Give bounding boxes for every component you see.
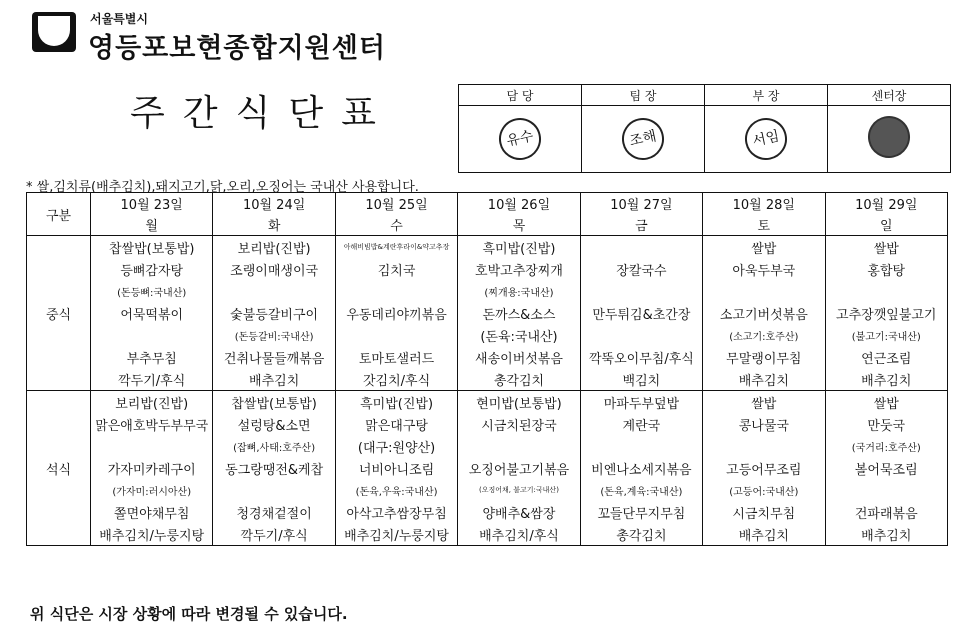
menu-cell: 갓김치/후식 <box>335 368 457 391</box>
date-header: 10월 23일 <box>91 193 213 215</box>
menu-cell: (돈육,우육:국내산) <box>335 479 457 501</box>
menu-cell: 토마토샐러드 <box>335 346 457 368</box>
seal-stamp-icon: 서임 <box>741 114 791 164</box>
menu-cell: 배추김치/누룽지탕 <box>335 523 457 546</box>
menu-cell: 백김치 <box>580 368 702 391</box>
meal-label: 중식 <box>27 236 91 391</box>
menu-cell: 너비아니조림 <box>335 457 457 479</box>
weekday-header: 화 <box>213 214 335 236</box>
menu-row <box>27 280 948 302</box>
menu-cell: 시금치된장국 <box>458 413 580 435</box>
menu-cell: 가자미카레구이 <box>91 457 213 479</box>
menu-row <box>27 457 948 479</box>
menu-cell: 찹쌀밥(보통밥) <box>91 236 213 259</box>
menu-cell <box>213 280 335 302</box>
page-title: 주간식단표 <box>130 93 394 134</box>
menu-cell: 건파래볶음 <box>825 501 947 523</box>
menu-cell <box>703 280 825 302</box>
menu-cell <box>91 435 213 457</box>
menu-cell: 아해비빔밥&계란후라이&약고추장 <box>335 236 457 259</box>
menu-cell: 연근조림 <box>825 346 947 368</box>
menu-cell: 꼬들단무지무침 <box>580 501 702 523</box>
menu-cell: 찹쌀밥(보통밥) <box>213 391 335 414</box>
menu-cell: 계란국 <box>580 413 702 435</box>
org-subtitle: 서울특별시 <box>90 12 148 26</box>
menu-cell: 배추김치/누룽지탕 <box>91 523 213 546</box>
menu-cell: 부추무침 <box>91 346 213 368</box>
menu-row <box>27 302 948 324</box>
origin-note: * 쌀,김치류(배추김치),돼지고기,닭,오리,오징어는 국내산 사용합니다. <box>26 180 419 195</box>
menu-row <box>27 391 948 414</box>
menu-cell: 아삭고추쌈장무침 <box>335 501 457 523</box>
menu-cell: 만둣국 <box>825 413 947 435</box>
menu-row <box>27 236 948 259</box>
approval-signature <box>705 106 828 173</box>
approval-label: 팀 장 <box>582 85 705 106</box>
weekly-menu-table <box>26 192 948 546</box>
menu-cell: 장칼국수 <box>580 258 702 280</box>
menu-cell: 맑은대구탕 <box>335 413 457 435</box>
menu-cell: 돈까스&소스 <box>458 302 580 324</box>
menu-cell: 배추김치 <box>703 368 825 391</box>
menu-row <box>27 324 948 346</box>
menu-cell: (불고기:국내산) <box>825 324 947 346</box>
menu-cell: 비엔나소세지볶음 <box>580 457 702 479</box>
weekday-header: 금 <box>580 214 702 236</box>
approval-label: 담 당 <box>459 85 582 106</box>
menu-cell: 쫄면야채무침 <box>91 501 213 523</box>
menu-cell: (대구:원양산) <box>335 435 457 457</box>
menu-cell <box>580 435 702 457</box>
seal-stamp-icon: 조해 <box>618 114 668 164</box>
menu-cell: (돈등갈비:국내산) <box>213 324 335 346</box>
menu-cell: 쌀밥 <box>703 236 825 259</box>
center-logo-icon <box>32 12 76 52</box>
menu-cell: 설렁탕&소면 <box>213 413 335 435</box>
menu-cell: 어묵떡볶이 <box>91 302 213 324</box>
date-header: 10월 26일 <box>458 193 580 215</box>
menu-cell: 만두튀김&초간장 <box>580 302 702 324</box>
menu-cell: 소고기버섯볶음 <box>703 302 825 324</box>
menu-cell <box>213 479 335 501</box>
menu-cell: 호박고추장찌개 <box>458 258 580 280</box>
date-header: 10월 24일 <box>213 193 335 215</box>
menu-cell <box>825 479 947 501</box>
date-header: 10월 27일 <box>580 193 702 215</box>
menu-cell <box>335 324 457 346</box>
menu-cell: 새송이버섯볶음 <box>458 346 580 368</box>
menu-cell: 아욱두부국 <box>703 258 825 280</box>
menu-row <box>27 501 948 523</box>
menu-cell: 무말랭이무침 <box>703 346 825 368</box>
approval-label: 부 장 <box>705 85 828 106</box>
menu-cell: 깍두기/후식 <box>91 368 213 391</box>
menu-cell <box>335 280 457 302</box>
menu-cell: (잡뼈,사태:호주산) <box>213 435 335 457</box>
weekday-header: 월 <box>91 214 213 236</box>
menu-cell: 배추김치 <box>825 368 947 391</box>
menu-cell: 조랭이매생이국 <box>213 258 335 280</box>
menu-cell: 배추김치/후식 <box>458 523 580 546</box>
menu-cell: 총각김치 <box>580 523 702 546</box>
menu-row <box>27 368 948 391</box>
weekday-header: 토 <box>703 214 825 236</box>
menu-cell: 등뼈감자탕 <box>91 258 213 280</box>
menu-cell: 고등어무조림 <box>703 457 825 479</box>
menu-cell: 쌀밥 <box>825 391 947 414</box>
menu-cell: 보리밥(진밥) <box>91 391 213 414</box>
weekday-header: 수 <box>335 214 457 236</box>
menu-cell: 쌀밥 <box>703 391 825 414</box>
menu-cell: (가자미:러시아산) <box>91 479 213 501</box>
org-name: 영등포보현종합지원센터 <box>88 33 386 64</box>
menu-row <box>27 523 948 546</box>
menu-cell: 배추김치 <box>825 523 947 546</box>
menu-cell: 맑은애호박두부무국 <box>91 413 213 435</box>
menu-row <box>27 413 948 435</box>
approval-signature <box>459 106 582 173</box>
menu-cell: 우동데리야끼볶음 <box>335 302 457 324</box>
corner-label: 구분 <box>27 193 91 236</box>
menu-cell: (고등어:국내산) <box>703 479 825 501</box>
menu-row <box>27 258 948 280</box>
menu-cell: (오징어채, 불고기:국내산) <box>458 479 580 501</box>
date-header: 10월 28일 <box>703 193 825 215</box>
menu-cell: 마파두부덮밥 <box>580 391 702 414</box>
footer-notice: 위 식단은 시장 상황에 따라 변경될 수 있습니다. <box>30 605 348 623</box>
menu-row <box>27 435 948 457</box>
menu-cell: 건취나물들깨볶음 <box>213 346 335 368</box>
approval-box <box>458 84 951 173</box>
seal-stamp-icon: 유수 <box>495 114 545 164</box>
menu-cell: (찌개용:국내산) <box>458 280 580 302</box>
menu-cell: 흑미밥(진밥) <box>458 236 580 259</box>
menu-cell: 배추김치 <box>703 523 825 546</box>
seal-stamp-icon <box>864 112 914 162</box>
meal-label: 석식 <box>27 391 91 546</box>
menu-cell: 시금치무침 <box>703 501 825 523</box>
menu-cell: (돈등뼈:국내산) <box>91 280 213 302</box>
menu-cell: 흑미밥(진밥) <box>335 391 457 414</box>
menu-cell: 홍합탕 <box>825 258 947 280</box>
date-header: 10월 25일 <box>335 193 457 215</box>
menu-cell: 숯불등갈비구이 <box>213 302 335 324</box>
menu-cell: 볼어묵조림 <box>825 457 947 479</box>
menu-cell: 깍두기/후식 <box>213 523 335 546</box>
menu-row <box>27 346 948 368</box>
menu-cell: 오징어불고기볶음 <box>458 457 580 479</box>
menu-cell: 동그랑땡전&케찹 <box>213 457 335 479</box>
menu-cell: 깍뚝오이무침/후식 <box>580 346 702 368</box>
menu-cell <box>580 324 702 346</box>
menu-cell <box>825 280 947 302</box>
menu-cell: (돈육,계육:국내산) <box>580 479 702 501</box>
menu-cell: 배추김치 <box>213 368 335 391</box>
menu-cell: 현미밥(보통밥) <box>458 391 580 414</box>
menu-cell: 보리밥(진밥) <box>213 236 335 259</box>
menu-cell: (소고기:호주산) <box>703 324 825 346</box>
menu-cell <box>703 435 825 457</box>
menu-cell: 쌀밥 <box>825 236 947 259</box>
approval-label: 센터장 <box>828 85 951 106</box>
menu-cell <box>580 280 702 302</box>
menu-cell: 고추장깻잎불고기 <box>825 302 947 324</box>
date-header: 10월 29일 <box>825 193 947 215</box>
menu-cell <box>91 324 213 346</box>
menu-cell: 김치국 <box>335 258 457 280</box>
menu-cell: (돈육:국내산) <box>458 324 580 346</box>
approval-signature <box>582 106 705 173</box>
menu-cell <box>458 435 580 457</box>
menu-cell: 총각김치 <box>458 368 580 391</box>
menu-cell: 콩나물국 <box>703 413 825 435</box>
menu-cell: 양배추&쌈장 <box>458 501 580 523</box>
menu-cell: (국거리:호주산) <box>825 435 947 457</box>
weekday-header: 일 <box>825 214 947 236</box>
menu-row <box>27 479 948 501</box>
approval-signature <box>828 106 951 173</box>
weekday-header: 목 <box>458 214 580 236</box>
menu-cell: 청경채겉절이 <box>213 501 335 523</box>
menu-cell <box>580 236 702 259</box>
